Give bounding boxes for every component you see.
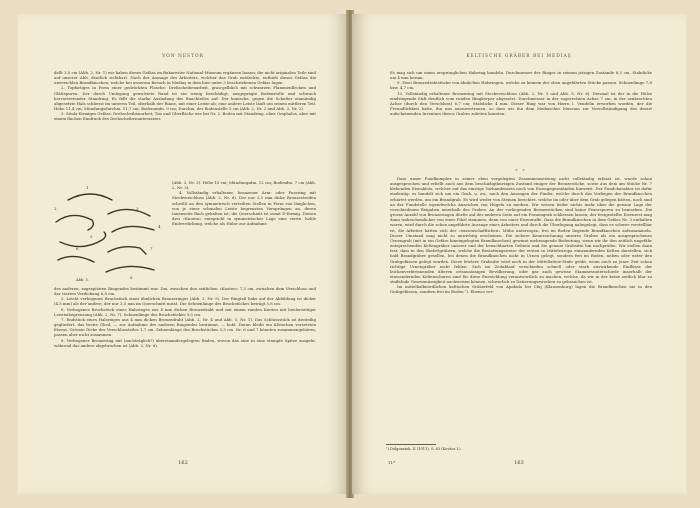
- paragraph: 6. Verbogenes Bruchstück eines Halsringes aus 4 mm dicken Bronzedraht und mit einem runden Knoten mit beiderseitiger Leistenbegrenzung (Abb. 2, Nr. 7). Sehnenlänge des Bruchstückes 9,5 cm.: [54, 306, 316, 317]
- paragraph: 5. Leicht verbogenes Bruchstück eines ähnlichen Bronzeringes (Abb. 2, Nr. 9). Der Ringteil links auf der Abbildung ist dicker (4,5 mm) als der andere, der nur 3,5 mm im Querschnitt misst. Die Sehnenlänge des Bruchstückes beträgt 5,8 cm.: [54, 296, 316, 307]
- paragraph: 3. Situla-förmiges Gefäss: Drehscheibenarbeit; Ton und Oberfläche wie bei Nr. 2. Boden mit Standring, ohne Omphalos, aber mit einem flachen Eindruck des Drehscheibenuntersatzes: [54, 111, 316, 122]
- paragraph: dellt 3,5 cm (Abb. 2, Nr. 1) wir haben dieses Gefäss im Bukarester National-Museum ergänzen lassen; die nicht originalen Teile sind auf unserer Abb. deutlich sichtbar). Nach der Aussage des Arbeiters, welcher das Grab entdeckte, enthielt dieses Gefäss die unverschlen Brandknochen, welche bei unserem Besuch in Mediaş in dem hier unter 3 beschriebenen Gefäss lagen.: [54, 70, 316, 86]
- ring-drawing-7: [108, 247, 146, 254]
- signature-mark: 11*: [388, 460, 396, 465]
- ring-drawing-6: [58, 256, 94, 262]
- left-page: [18, 14, 348, 494]
- paragraph: 9. Zwei Bronzedrahtstücke von ähnlichen Halsringen, welche zu keinem der oben angeführten Stücke passen. Sehnenlänge 7,8 bzw. 4,7 cm.: [390, 80, 652, 91]
- right-text-top: [390, 70, 652, 166]
- ring-drawing-5: [60, 232, 106, 247]
- ring-drawing-8: [106, 266, 154, 272]
- figure-label-7: 7: [150, 246, 153, 251]
- paragraph: (Abb. 3, Nr. 3). Höhe 15 cm; Mündungsdm. 12 cm; Bodendm. 7 cm (Abb. 2, Nr. 3).: [172, 180, 316, 191]
- ring-drawing-4: [112, 226, 154, 232]
- right-text-bottom: [390, 176, 652, 440]
- figure-label-3: 3: [136, 206, 139, 211]
- paragraph: 10. Vollständig erhaltener Bronzering mit Steckverschluss (Abb. 2, Nr. 5 und Abb. 5, Nr. 6). Diesmal ist der in die Hülse eindringende Stift deutlich vom runden Ringkörper abgesetzt. Durchmesser in der zugerechten Achse 7 cm, in der senkrechten Achse (durch den Verschluss) 6,7 cm; Stabdicke 4 mm. Dieser Ring war von Herrn I. Vendelin erworben worden, der die Freundlichkeit hatte, ihn uns auszuvertrauen, so dass wir ihn dem Mediascher Museum zur Vervollständigung des derart aufscheinenden Inventars dieses Grabes zuleiten konnten.: [390, 90, 652, 117]
- ring-drawing-2: [56, 215, 93, 230]
- footnote: ¹) Dolgozatok, II (1911), S. 63 (Kovács I.).: [386, 447, 462, 451]
- left-running-header: VON NESTOR: [162, 54, 204, 59]
- paragraph: 7. Endstück eines Halsringes aus 4 mm dicken Bronzedraht (Abb. 2, Nr. 4 und Abb. 5, Nr. 1). Das Schlussstück ist dreiteilig gegliedert, das breite Glied, — zur Aufnahme des anderen Ringendes bestimmt, — hohl. Daran bleibt ein Klötzchen versetzten Eisens. Grösste Dicke des Verschlussteiles 1,7 cm. Sehnenlänge des Bruchstückes 5,5 cm. Nr. 6 und 7 könnten zusammengehören, passen aber nicht zusammen.: [54, 316, 316, 338]
- paragraph: Im mittelhalbnördlichen keltischen Gräberfeld von Apahida bei Cluj (Klausenburg) lagen die Brandknochen nie in den Grabgefässen, sondern frei im Boden ¹). Ebenso ver-: [390, 284, 652, 295]
- figure-label-6: 6: [76, 246, 79, 251]
- figure-ring-drawings: [50, 180, 168, 280]
- paragraph: Es mag sich um einen ursprünglichen Halsring handeln. Durchmesser der Ringes in seinem jetzigen Zustande 8,5 cm, Stabdicke um 4 mm herum.: [390, 70, 652, 81]
- ring-drawing-3: [108, 209, 150, 216]
- paragraph: 4. Vollständig erhaltener, bronzener Arm- oder Fussring mit Steckverschluss (Abb. 2, Nr. 6). Der nur 3,5 mm dicke Bronzestreifen schwillt an den symmetrisch verteilten Stellen in Form von länglichen, von je einer schmalen Leiste begrenzten Vorsprüngen an, deren Innenseite flach gehalten ist; die Querschnitt ist somit D-förmig. Diesen drei »Knoten« entspricht in symmetrischer Lage eine vierte, hohle Endverdickung, welche als Hülse zur Aufnahme: [172, 190, 316, 227]
- right-page-number: 163: [514, 460, 524, 466]
- right-running-header: KELTISCHE GRÄBER BEI MEDIAŞ: [466, 54, 572, 59]
- left-text-top: [54, 70, 316, 178]
- left-text-bottom: [54, 286, 316, 446]
- paragraph: 2. Topfartiges in Form einer gedrückten Flasche: Drehscheibenarbeit, grau-gelblich mit schwarzen Flammenflecken und Glättspuren. Der durch Umlegung gewulstete Rand ist ein wenig beschädigt; ausgeprägte Bodenstelle und schwach hervortretender Standring. Es fällt die starke Ausladung des Bauchteiles auf. Der konische, gegen die Schulter einmündig abgesetzte Hals schliesst im unteren Teil, oberhalb der Rinne, mit einer Leiste ab; eine andere Leiste läuft um seinen mittleren Teil. Höhe 11,4 cm; Mündungsdurchm. 11,7 cm; Bodenumfn. 9 cm; Durchm. der Bodenstelle 5 cm (Abb. 2, Nr. 2 und Abb. 3, Nr. 2).: [54, 85, 316, 112]
- paragraph: 8. Verbogener Bronzering mit (nachträglich?) übereinandergelegten Enden, wovon das eine in eine stumpfe Spitze ausgeht, während das andere abgebrochen ist (Abb. 2, Nr. 8).: [54, 337, 316, 348]
- paragraph: Dass unser Fundkomplex in seiner oben vorgelegten Zusammensetzung nicht vollständig erfasst ist, wurde schon ausgesprochen und erhellt auch aus dem beschädigtkurzigen Zustand einiger der Bronzestücke, sowie aus dem am Stücke Nr. 7 klebenden Eisenklotz, welcher auf das einstige Vorhandensein noch von Eisengegenständen hinweist. Der Fundcharakter ist dafür eindeutig: es handelt sich um ein Grab, u. zw., nach den Aussagen der Finder, welche durch das Vorliegen der Brandknochen erhärtet werden, um ein Brandgrab. Es wird weder von Steinen berichtet, welche im oder über dem Grab gelegen hätten, noch sind an der Fundstelle irgendwelche Anzeichen von Hügeln zu merken. Wir wissen leider nichts mehr über die genaue Lage der verschiedenen Beigaben innerhalb des Grabes. An der vorliegenden Bronzestücken sind keine Feuerspuren zu bemerken. Die grosse Anzahl von Bronzeringen dürfte auf der anderen Seite auf ein Frauengrab schliessen lassen; der festgestellte Eisenrest mag dann wahrscheinlicher von einer Fibel stammen, denn von einer Eisenwaffe. Dass die Brandknochen in dem Gefäss Nr. 3 enthalten waren, wird durch die schon angeführte Aussage eines Arbeiters und durch die Überlegung nahegelegt, dass es schwer vorstellbar ist, die Arbeiter hätten sich der »wissenschaftlichen« Mühe unterzogen, frei im Boden liegende Brandknochen aufzusammeln. Dieser Umstand mag nicht so unwichtig erscheinen. Die sichere Kennzeichnung unseres Grabes als ein ausgesprochenes Urnengrab (mit in ein Gefäss hineingelegten Brandknochen) gewinnt mehrsagende Bedeutung, wenn wir ihr den zeitlich ungefähr entsprechenden Keltengräber unserer und der benachbarten Gebiete und die genaue Grabsitte hin nachprüfen. Wir stellen dann fest, dass in den Skelettgräbern, welche die Bestattungsweise der ersten in Mitteleuropa einwandernden Kelten darstellen, sich bald Brandgräber gesellen, bei denen die Brandknochen nicht in Urnen gelegt, sondern frei im Boden, neben oder unter den Grabgefässen gelegt wurden. Diese letztere Grabsitte wird noch in der Mittellatène-Stufe geübt, wenn auch zu jener Zeit schon richtige Urnengräber nicht fehlen. Sich im Zeitablauf verschieden schnell oder stark auswirkende Einflüsse der leichenverbrennenden älteren ortsansässigen Bevölkerung, oder gar auch gewisse Stammesunterschiede innerhalb der einwandernden Keltenscharen sind für diese Entwicklung verantwortlich zu machen, welche, da wir in der keine zeitlich klar zu staffelnde Gesetzmässigkeit nachweisen können, schwerlich zu Datierungszwecken zu gebrauchen ist.: [390, 176, 652, 285]
- figure-label-2: 2: [54, 206, 57, 211]
- section-stars: * *: [515, 168, 527, 173]
- left-page-number: 162: [178, 460, 188, 466]
- right-page: [352, 14, 686, 494]
- footnote-rule: [386, 444, 436, 445]
- ring-drawing-1: [68, 194, 112, 200]
- figure-label-8: 8: [130, 275, 133, 280]
- figure-label-5: 5: [90, 234, 93, 239]
- figure-label-4: 4: [158, 224, 161, 229]
- figure-caption: Abb. 5.: [76, 278, 89, 282]
- figure-label-1: 1: [86, 185, 89, 190]
- paragraph: des anderen, zugespitzten Ringendes bestimmt war. Dm. zwischen den seitlichen »Knoten« 7,3 cm, zwischen dem Verschluss und der vierten Verdickung 6,8 cm.: [54, 286, 316, 297]
- left-text-side: [172, 180, 316, 284]
